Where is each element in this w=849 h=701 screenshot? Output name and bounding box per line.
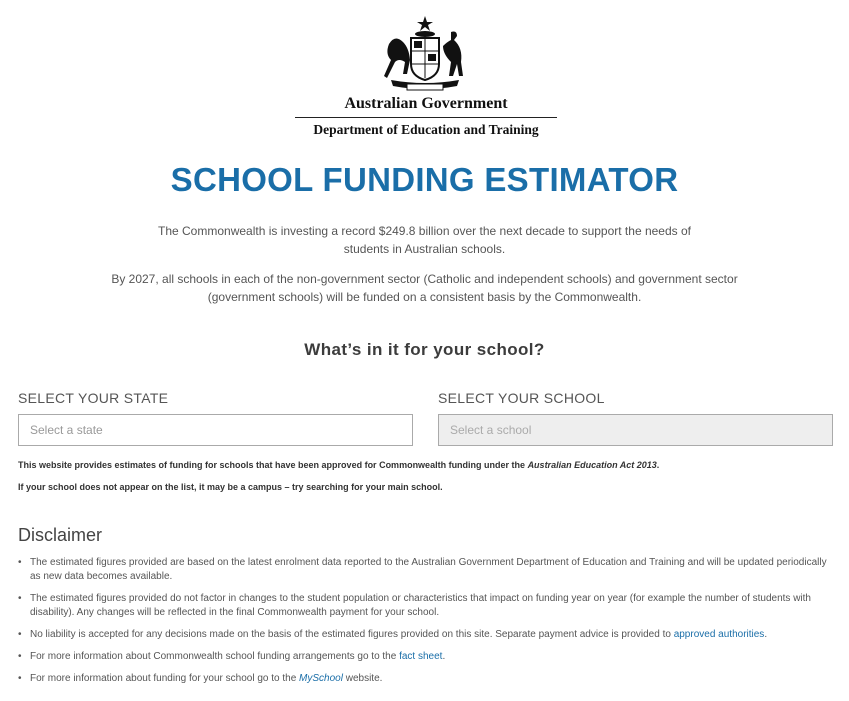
eligibility-note-text: This website provides estimates of funding for schools that have been approved for Commonwealth funding under the [18, 460, 528, 470]
list-item [30, 650, 830, 664]
list-item [30, 628, 830, 642]
school-select[interactable]: Select a school [438, 414, 833, 446]
fact-sheet-link[interactable]: fact sheet [399, 651, 443, 662]
coat-of-arms-icon [377, 14, 473, 94]
myschool-link[interactable]: MySchool [299, 673, 343, 684]
eligibility-note-end: . [656, 460, 660, 470]
list-item [30, 672, 830, 686]
campus-note: If your school does not appear on the list, it may be a campus – try searching for your main school. [18, 482, 443, 492]
disclaimer-item-5-end: website. [342, 673, 383, 684]
school-select-label: SELECT YOUR SCHOOL [438, 390, 605, 406]
eligibility-note [18, 460, 659, 470]
approved-authorities-link[interactable]: approved authorities [673, 629, 765, 640]
intro-paragraph-2: By 2027, all schools in each of the non-government sector (Catholic and independent schools) and government sector (government schools) will be funded on a consistent basis by the Commonwealth. [111, 272, 738, 304]
department-name: Department of Education and Training [313, 122, 539, 137]
act-name: Australian Education Act 2013 [527, 460, 657, 470]
section-heading: What’s in it for your school? [304, 340, 545, 359]
logo-area [0, 14, 849, 99]
list-item [30, 592, 830, 620]
disclaimer-item-2-text: The estimated figures provided do not factor in changes to the student population or characteristics that impact on funding year on year (for example the number of students with disability). Any changes will be reflected in the final Commonwealth payment for your school. [30, 593, 811, 618]
intro-paragraph-1: The Commonwealth is investing a record $249.8 billion over the next decade to support the needs of students in Australian schools. [158, 224, 691, 256]
page-title: SCHOOL FUNDING ESTIMATOR [170, 161, 679, 198]
disclaimer-item-3-text: No liability is accepted for any decisions made on the basis of the estimated figures provided on this site. Separate payment advice is provided to [30, 629, 674, 640]
government-name: Australian Government [344, 95, 508, 112]
list-item [30, 556, 830, 584]
branding-divider [295, 117, 557, 118]
disclaimer-item-4-text: For more information about Commonwealth school funding arrangements go to the [30, 651, 400, 662]
disclaimer-item-3-end: . [764, 629, 768, 640]
disclaimer-heading: Disclaimer [18, 525, 103, 545]
disclaimer-item-1-text: The estimated figures provided are based on the latest enrolment data reported to the Australian Government Department of Education and Training and will be updated periodically as new data becomes available. [30, 557, 827, 582]
state-select-label: SELECT YOUR STATE [18, 390, 169, 406]
disclaimer-item-5-text: For more information about funding for your school go to the [30, 673, 300, 684]
government-branding [295, 94, 557, 139]
state-select[interactable]: Select a state [18, 414, 413, 446]
disclaimer-item-4-end: . [442, 651, 446, 662]
disclaimer-list [18, 556, 830, 694]
